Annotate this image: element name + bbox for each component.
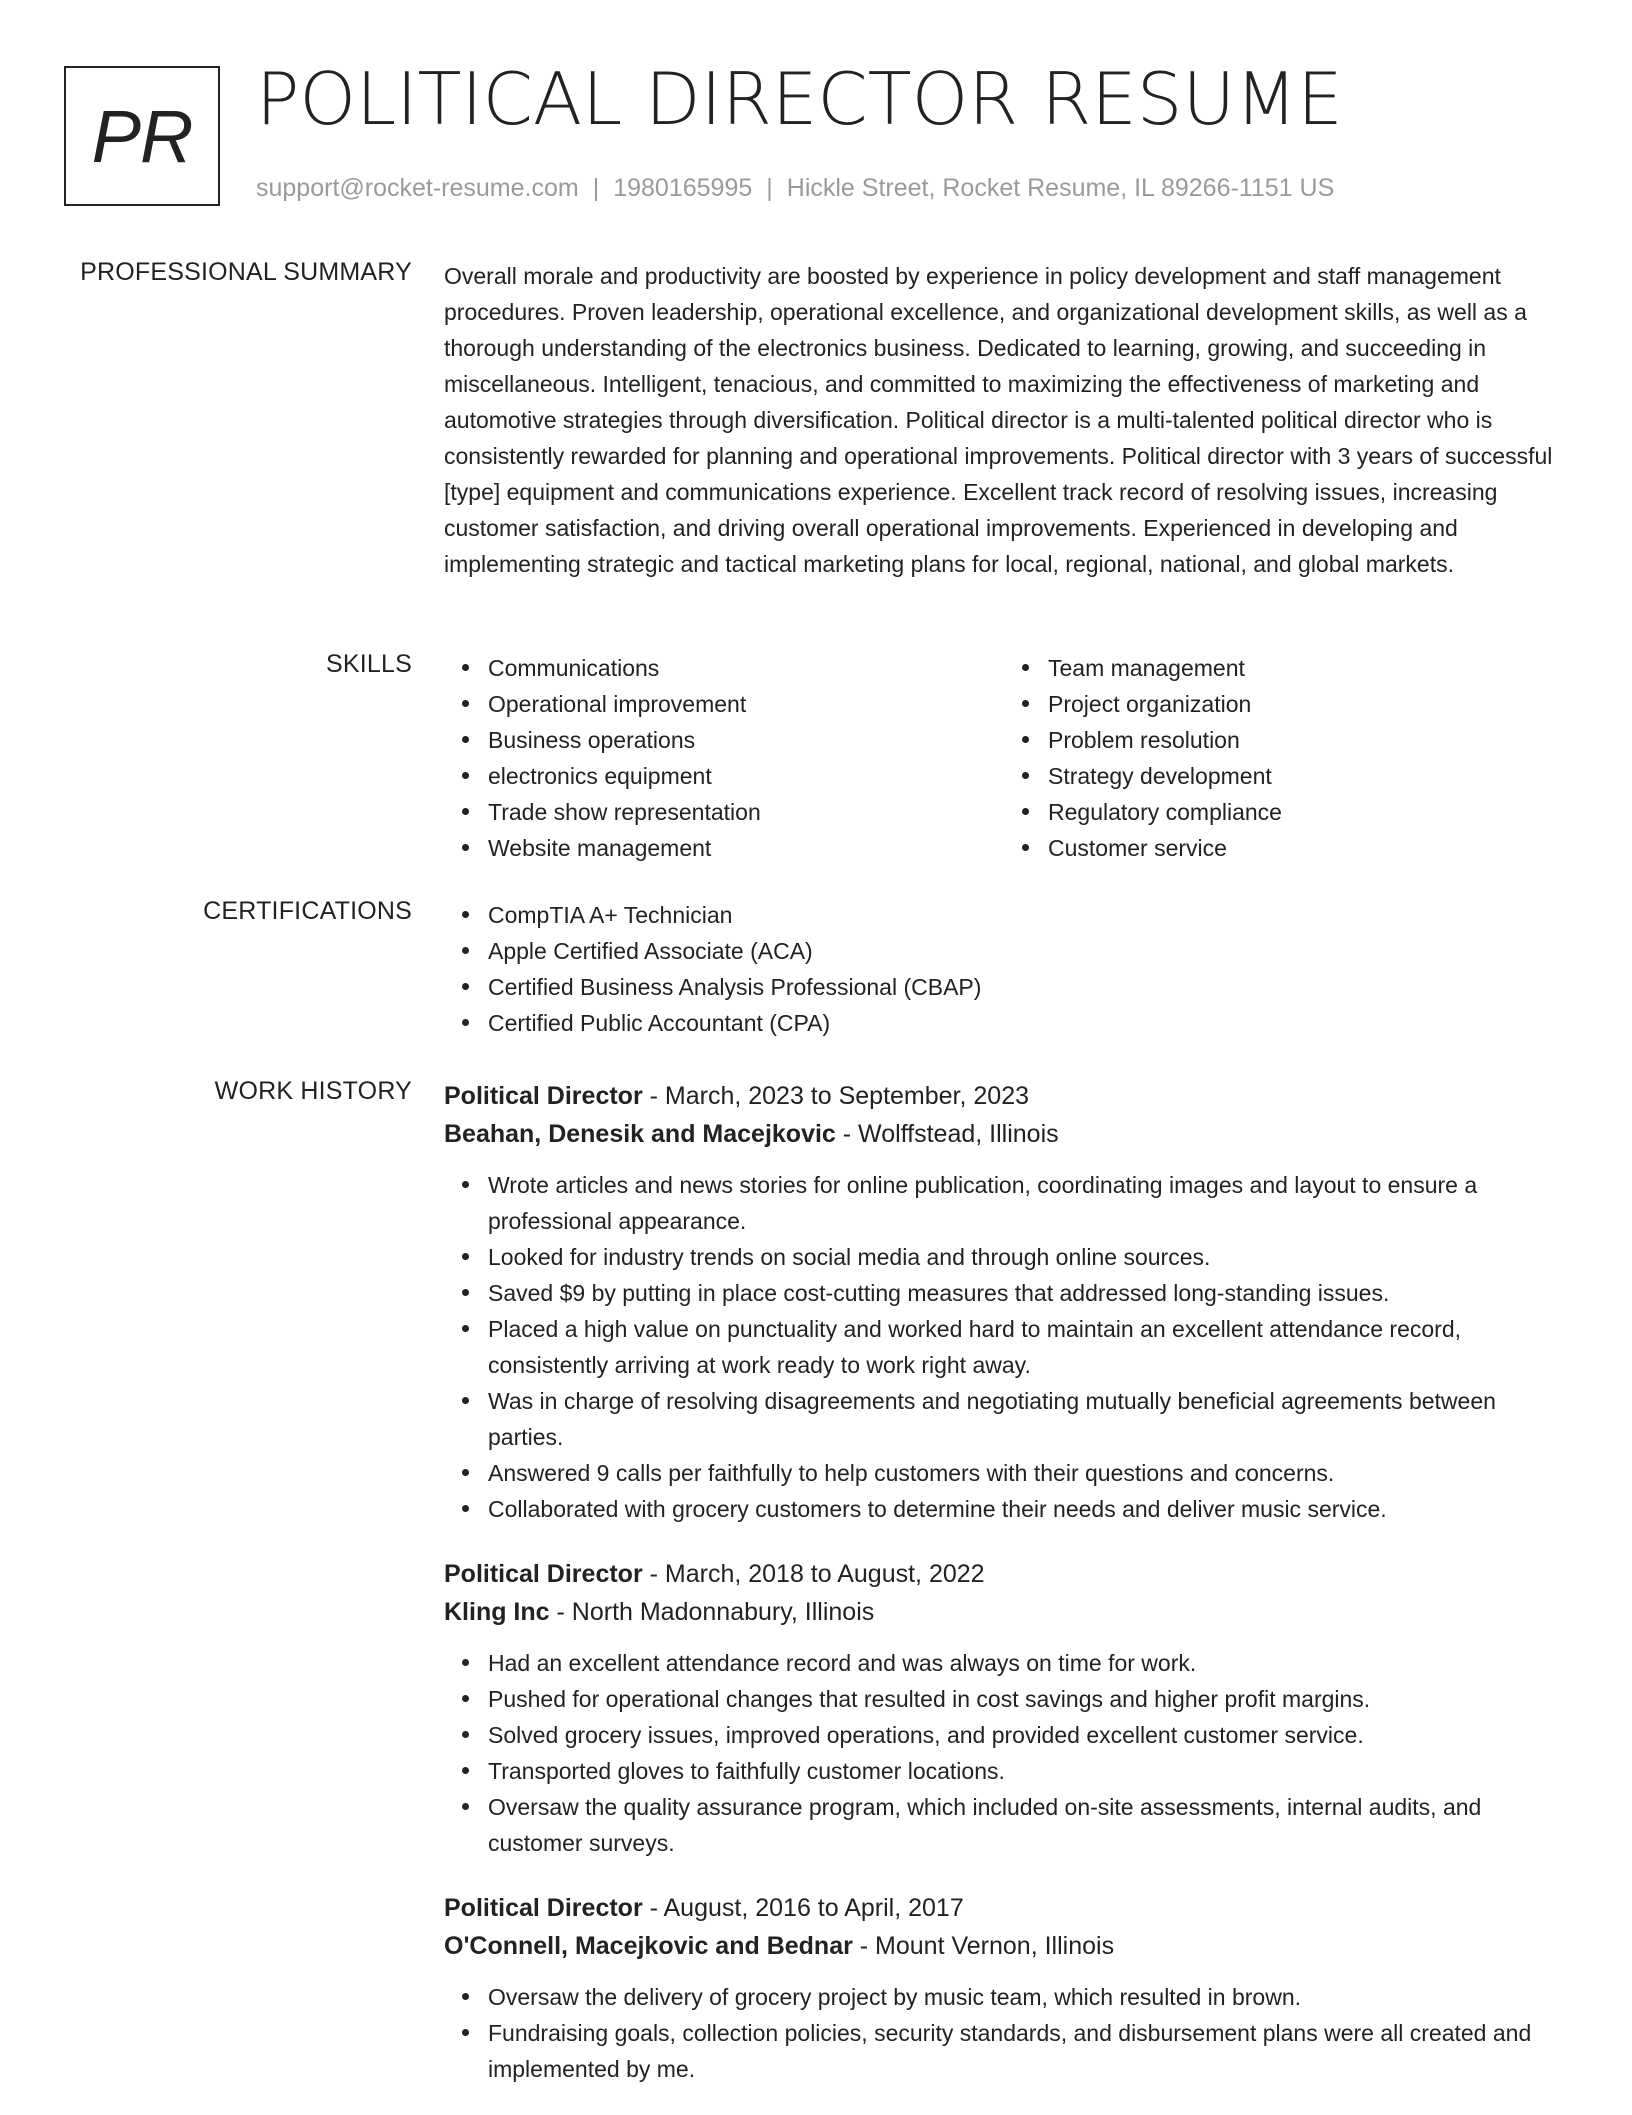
section-label-skills: SKILLS: [326, 650, 412, 678]
skill-item: Trade show representation: [488, 794, 1004, 830]
job-entry: [444, 1077, 1564, 1527]
job-bullet-list: [444, 1167, 1564, 1527]
job-company: O'Connell, Macejkovic and Bednar: [444, 1932, 853, 1960]
contact-line: [256, 174, 1334, 203]
job-bullet-list: [444, 1645, 1564, 1861]
job-bullet: Oversaw the delivery of grocery project by music team, which resulted in brown.: [488, 1979, 1564, 2015]
skill-item: Problem resolution: [1048, 722, 1564, 758]
job-title-line: [444, 1889, 1564, 1927]
job-dates: - August, 2016 to April, 2017: [642, 1894, 964, 1922]
job-bullet: Fundraising goals, collection policies, security standards, and disbursement plans were all created and implemented by me.: [488, 2015, 1564, 2087]
job-company-line: [444, 1593, 1564, 1631]
job-location: - Wolffstead, Illinois: [835, 1120, 1059, 1148]
job-entry: [444, 1889, 1564, 2087]
job-bullet: Oversaw the quality assurance program, which included on-site assessments, internal audits, and customer surveys.: [488, 1789, 1564, 1861]
certification-item: Certified Business Analysis Professional (CBAP): [488, 969, 1564, 1005]
summary-text: Overall morale and productivity are boosted by experience in policy development and staff management procedures. Proven leadership, operational excellence, and organizational development skills, as well as a thorough understanding of the electronics business. Dedicated to learning, growing, and succeeding in miscellaneous. Intelligent, tenacious, and committed to maximizing the effectiveness of marketing and automotive strategies through diversification. Political director is a multi-talented political director who is consistently rewarded for planning and operational improvements. Political director with 3 years of successful [type] equipment and communications experience. Excellent track record of resolving issues, increasing customer satisfaction, and driving overall operational improvements. Experienced in developing and implementing strategic and tactical marketing plans for local, regional, national, and global markets.: [444, 263, 1553, 577]
job-entry: [444, 1555, 1564, 1861]
job-bullet: Wrote articles and news stories for online publication, coordinating images and layout to ensure a professional appearance.: [488, 1167, 1564, 1239]
section-label-work-history: WORK HISTORY: [214, 1077, 412, 1105]
job-company: Kling Inc: [444, 1598, 550, 1626]
job-location: - North Madonnabury, Illinois: [549, 1598, 875, 1626]
contact-phone: 1980165995: [613, 174, 753, 202]
contact-separator: |: [766, 174, 773, 202]
job-bullet: Solved grocery issues, improved operations, and provided excellent customer service.: [488, 1717, 1564, 1753]
job-title: Political Director: [444, 1560, 643, 1588]
certification-item: Apple Certified Associate (ACA): [488, 933, 1564, 969]
job-company: Beahan, Denesik and Macejkovic: [444, 1120, 836, 1148]
job-bullet: Answered 9 calls per faithfully to help customers with their questions and concerns.: [488, 1455, 1564, 1491]
job-title: Political Director: [444, 1082, 643, 1110]
job-location: - Mount Vernon, Illinois: [852, 1932, 1115, 1960]
contact-email: support@rocket-resume.com: [256, 174, 579, 202]
skill-item: Team management: [1048, 650, 1564, 686]
skill-item: Customer service: [1048, 830, 1564, 866]
work-history-body: [444, 1077, 1564, 2115]
job-bullet: Saved $9 by putting in place cost-cutting measures that addressed long-standing issues.: [488, 1275, 1564, 1311]
job-bullet: Had an excellent attendance record and was always on time for work.: [488, 1645, 1564, 1681]
section-label-certifications: CERTIFICATIONS: [203, 897, 412, 925]
contact-address: Hickle Street, Rocket Resume, IL 89266-1151 US: [786, 174, 1335, 202]
certification-item: CompTIA A+ Technician: [488, 897, 1564, 933]
skill-item: Project organization: [1048, 686, 1564, 722]
certification-item: Certified Public Accountant (CPA): [488, 1005, 1564, 1041]
section-label-summary: PROFESSIONAL SUMMARY: [80, 258, 412, 286]
skill-item: Regulatory compliance: [1048, 794, 1564, 830]
contact-separator: |: [592, 174, 600, 202]
job-title-line: [444, 1555, 1564, 1593]
skill-item: Website management: [488, 830, 1004, 866]
job-bullet: Transported gloves to faithfully customer locations.: [488, 1753, 1564, 1789]
job-bullet: Placed a high value on punctuality and worked hard to maintain an excellent attendance record, consistently arriving at work ready to work right away.: [488, 1311, 1564, 1383]
job-bullet: Pushed for operational changes that resulted in cost savings and higher profit margins.: [488, 1681, 1564, 1717]
job-company-line: [444, 1115, 1564, 1153]
skill-item: Strategy development: [1048, 758, 1564, 794]
job-dates: - March, 2018 to August, 2022: [642, 1560, 985, 1588]
job-bullet: Looked for industry trends on social media and through online sources.: [488, 1239, 1564, 1275]
certifications-list: [444, 897, 1564, 1041]
skills-list-left: [444, 650, 1004, 866]
skills-list-right: [1004, 650, 1564, 866]
job-title: Political Director: [444, 1894, 643, 1922]
skill-item: Operational improvement: [488, 686, 1004, 722]
job-bullet: Was in charge of resolving disagreements and negotiating mutually beneficial agreements between parties.: [488, 1383, 1564, 1455]
skill-item: Communications: [488, 650, 1004, 686]
job-title-line: [444, 1077, 1564, 1115]
job-bullet: Collaborated with grocery customers to determine their needs and deliver music service.: [488, 1491, 1564, 1527]
job-bullet-list: [444, 1979, 1564, 2087]
job-company-line: [444, 1927, 1564, 1965]
skill-item: Business operations: [488, 722, 1004, 758]
certifications-body: [444, 897, 1564, 1041]
page-title: POLITICAL DIRECTOR RESUME: [256, 57, 1343, 141]
skill-item: electronics equipment: [488, 758, 1004, 794]
job-dates: - March, 2023 to September, 2023: [642, 1082, 1030, 1110]
monogram-logo: PR: [64, 66, 220, 206]
skills-columns: [444, 650, 1564, 866]
